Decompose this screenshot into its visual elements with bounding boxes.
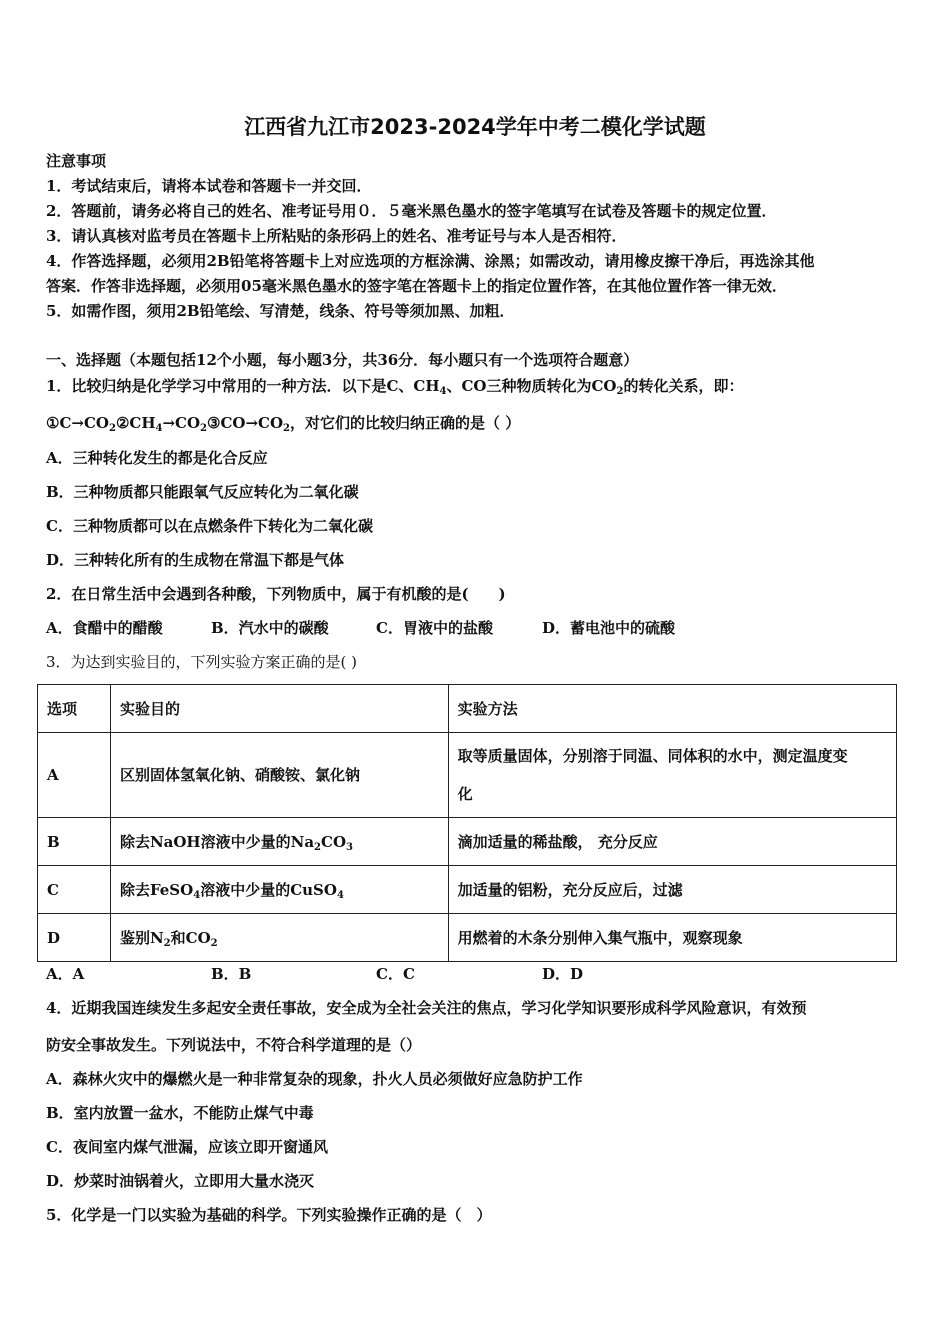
table-cell-option: A (38, 733, 111, 818)
q2-option-a: A．食醋中的醋酸 (46, 619, 163, 637)
q4-option-b: B．室内放置一盆水，不能防止煤气中毒 (46, 1104, 314, 1122)
notice-heading: 注意事项 (46, 152, 107, 170)
table-header: 选项 (38, 685, 111, 733)
table-cell-method: 用燃着的木条分别伸入集气瓶中，观察现象 (448, 914, 896, 962)
table-cell-goal: 区别固体氢氧化钠、硝酸铵、氯化钠 (110, 733, 448, 818)
q4-option-c: C．夜间室内煤气泄漏，应该立即开窗通风 (46, 1138, 328, 1156)
q2-option-d: D．蓄电池中的硫酸 (542, 619, 676, 637)
q3-option-b: B．B (211, 965, 252, 983)
table-cell-option: B (38, 818, 111, 866)
q1-option-d: D．三种转化所有的生成物在常温下都是气体 (46, 551, 345, 569)
table-header: 实验目的 (110, 685, 448, 733)
q1-option-c: C．三种物质都可以在点燃条件下转化为二氧化碳 (46, 517, 373, 535)
q1-option-b: B．三种物质都只能跟氧气反应转化为二氧化碳 (46, 483, 359, 501)
table-row (38, 866, 897, 914)
table-row (38, 733, 897, 818)
q3-stem: 3．为达到实验目的，下列实验方案正确的是( ) (46, 653, 358, 671)
table-cell-option: D (38, 914, 111, 962)
notice-item: 4．作答选择题，必须用2B铅笔将答题卡上对应选项的方框涂满、涂黑；如需改动，请用橡皮擦干净后，再选涂其他 (46, 252, 815, 270)
table-cell-goal: 除去FeSO$_4$溶液中少量的CuSO$_4$ (110, 866, 448, 914)
q4-stem: 4．近期我国连续发生多起安全责任事故，安全成为全社会关注的焦点，学习化学知识要形成科学风险意识，有效预 (46, 999, 807, 1017)
q5-stem: 5．化学是一门以实验为基础的科学。下列实验操作正确的是（ ） (46, 1206, 492, 1224)
q2-options (46, 618, 906, 638)
q3-option-d: D．D (542, 965, 584, 983)
notice-item: 1．考试结束后，请将本试卷和答题卡一并交回． (46, 177, 372, 195)
notice-item: 答案．作答非选择题，必须用05毫米黑色墨水的签字笔在答题卡上的指定位置作答，在其他位置作答一律无效． (46, 277, 787, 295)
q2-option-b: B．汽水中的碳酸 (211, 619, 329, 637)
table-header: 实验方法 (448, 685, 896, 733)
table-cell-method: 加适量的铝粉，充分反应后，过滤 (448, 866, 896, 914)
q4-option-a: A．森林火灾中的爆燃火是一种非常复杂的现象，扑火人员必须做好应急防护工作 (46, 1070, 583, 1088)
table-cell-goal: 鉴别$N_2$和$CO_2$ (110, 914, 448, 962)
q1-option-a: A．三种转化发生的都是化合反应 (46, 449, 268, 467)
q4-option-d: D．炒菜时油锅着火，立即用大量水浇灭 (46, 1172, 315, 1190)
q2-option-c: C．胃液中的盐酸 (376, 619, 493, 637)
q3-option-c: C．C (376, 965, 415, 983)
q1-stem: 1．比较归纳是化学学习中常用的一种方法．以下是C、$CH_4$、CO三种物质转化为$CO_2$的转化关系，即： (46, 377, 744, 397)
experiment-table (37, 684, 897, 962)
q3-option-a: A．A (46, 965, 85, 983)
table-cell-method: 滴加适量的稀盐酸， 充分反应 (448, 818, 896, 866)
page-title: 江西省九江市2023-2024学年中考二模化学试题 (244, 115, 706, 139)
notice-item: 5．如需作图，须用2B铅笔绘、写清楚，线条、符号等须加黑、加粗． (46, 302, 515, 320)
notice-item: 3．请认真核对监考员在答题卡上所粘贴的条形码上的姓名、准考证号与本人是否相符． (46, 227, 627, 245)
table-header-row (38, 685, 897, 733)
q2-stem: 2．在日常生活中会遇到各种酸，下列物质中，属于有机酸的是( ) (46, 585, 506, 603)
q4-stem-cont: 防安全事故发生。下列说法中，不符合科学道理的是（） (46, 1036, 422, 1054)
q3-options (46, 964, 906, 984)
table-row (38, 914, 897, 962)
table-cell-goal: 除去NaOH溶液中少量的$Na_2CO_3$ (110, 818, 448, 866)
table-cell-method: 取等质量固体，分别溶于同温、同体积的水中，测定温度变 化 (448, 733, 896, 818)
table-cell-option: C (38, 866, 111, 914)
section-heading: 一、选择题（本题包括12个小题，每小题3分，共36分．每小题只有一个选项符合题意） (46, 351, 639, 369)
table-row (38, 818, 897, 866)
notice-item: 2．答题前，请务必将自己的姓名、准考证号用０．５毫米黑色墨水的签字笔填写在试卷及答题卡的规定位置． (46, 202, 777, 220)
q1-conversions: $①C\to CO_2②CH_4\to CO_2③CO\to CO_2$，对它们的比较归纳正确的是（ ） (46, 414, 521, 434)
